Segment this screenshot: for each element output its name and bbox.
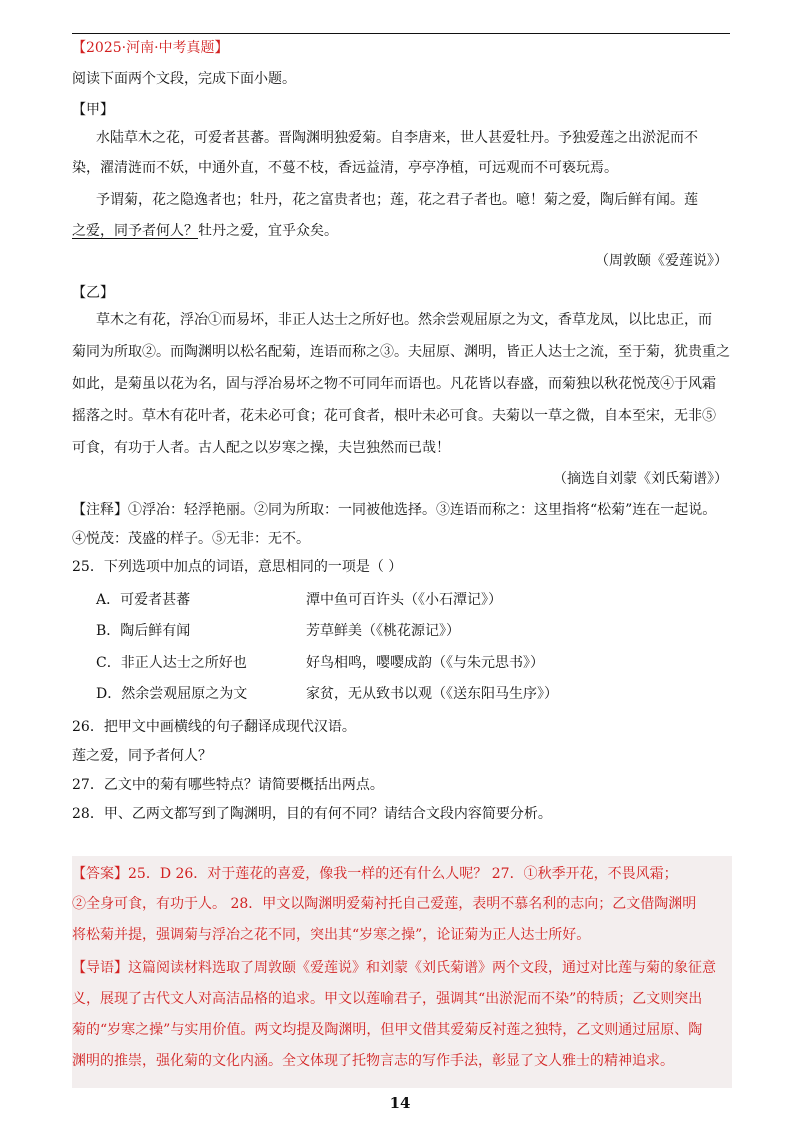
answer-line3: 将松菊并提，强调菊与浮冶之花不同，突出其“岁寒之操”，论证菊为正人达士所好。 [72, 927, 591, 943]
answer-line1 [72, 864, 678, 884]
answer-text-1: 25．D 26．对于莲花的喜爱，像我一样的还有什么人呢？ 27．①秋季开花，不畏风霜； [128, 866, 678, 882]
guide-text-1: 这篇阅读材料选取了周敦颐《爱莲说》和刘蒙《刘氏菊谱》两个文段，通过对比莲与菊的象征意 [128, 960, 716, 976]
q25-option-d-left: D．然余尝观屈原之为文 [96, 686, 248, 702]
jia-p2-line1: 予谓菊，花之隐逸者也；牡丹，花之富贵者也；莲，花之君子者也。噫！菊之爱，陶后鲜有闻。莲 [96, 192, 698, 208]
answer-line2: ②全身可食，有功于人。 28．甲文以陶渊明爱菊衬托自己爱莲，表明不慕名利的志向；乙文借陶渊明 [72, 896, 697, 912]
yi-line1: 草木之有花，浮冶①而易坏，非正人达士之所好也。然余尝观屈原之为文，香草龙凤，以比忠正，而 [96, 312, 712, 328]
q25-option-c-left: C．非正人达士之所好也 [96, 655, 247, 671]
question-source-tag: 【2025·河南·中考真题】 [72, 40, 229, 56]
yi-line4: 摇落之时。草木有花叶者，花未必可食；花可食者，根叶未必可食。夫菊以一草之微，自本至宋，无非⑤ [72, 408, 716, 424]
yi-line3: 如此，是菊虽以花为名，固与浮冶易坏之物不可同年而语也。凡花皆以春盛，而菊独以秋花悦茂④于风霜 [72, 376, 716, 392]
q25-option-c-right: 好鸟相鸣，嘤嘤成韵（《与朱元思书》） [306, 655, 544, 671]
yi-line2: 菊同为所取②。而陶渊明以松名配菊，连语而称之③。夫屈原、渊明，皆正人达士之流，至于菊，犹贵重之 [72, 344, 730, 360]
guide-line3: 菊的“岁寒之操”与实用价值。两文均提及陶渊明，但甲文借其爱菊反衬莲之独特，乙文则通过屈原、陶 [72, 1022, 703, 1038]
instruction: 阅读下面两个文段，完成下面小题。 [72, 71, 296, 87]
jia-label: 【甲】 [72, 102, 114, 118]
notes-line2: ④悦茂：茂盛的样子。⑤无非：无不。 [72, 531, 310, 547]
q25-option-b-left: B．陶后鲜有闻 [96, 623, 191, 639]
q26-sentence: 莲之爱，同予者何人？ [72, 748, 212, 764]
page-number: 14 [389, 1094, 411, 1112]
guide-line4: 渊明的推崇，强化菊的文化内涵。全文体现了托物言志的写作手法，彰显了文人雅士的精神追求。 [72, 1053, 674, 1069]
header-rule [72, 33, 730, 34]
q25-option-a-right: 潭中鱼可百许头（《小石潭记》） [306, 592, 502, 608]
guide-line1 [72, 958, 716, 978]
q25-option-b-right: 芳草鲜美（《桃花源记》） [306, 623, 460, 639]
q25-option-d-right: 家贫，无从致书以观（《送东阳马生序》） [306, 686, 558, 702]
jia-p2-rest: 牡丹之爱，宜乎众矣。 [198, 223, 338, 239]
q28-stem: 28．甲、乙两文都写到了陶渊明，目的有何不同？请结合文段内容简要分析。 [72, 806, 552, 822]
underlined-sentence: 之爱，同予者何人？ [72, 223, 198, 239]
jia-p2-line2 [72, 221, 338, 241]
q27-stem: 27．乙文中的菊有哪些特点？请简要概括出两点。 [72, 777, 384, 793]
q25-option-a-left: A．可爱者甚蕃 [96, 592, 191, 608]
jia-source: （周敦颐《爱莲说》） [595, 253, 728, 269]
guide-line2: 义，展现了古代文人对高洁品格的追求。甲文以莲喻君子，强调其“出淤泥而不染”的特质；乙文则突出 [72, 991, 703, 1007]
q25-stem: 25．下列选项中加点的词语，意思相同的一项是（ ） [72, 559, 403, 575]
guide-label: 【导语】 [72, 960, 128, 976]
notes-line1: 【注释】①浮冶：轻浮艳丽。②同为所取：一同被他选择。③连语而称之：这里指将“松菊”连在一起说。 [72, 502, 717, 518]
q26-stem: 26．把甲文中画横线的句子翻译成现代汉语。 [72, 719, 356, 735]
answer-label: 【答案】 [72, 866, 128, 882]
yi-source: （摘选自刘蒙《刘氏菊谱》） [553, 471, 728, 487]
yi-label: 【乙】 [72, 285, 114, 301]
jia-p1-line1: 水陆草木之花，可爱者甚蕃。晋陶渊明独爱菊。自李唐来，世人甚爱牡丹。予独爱莲之出淤泥而不 [96, 130, 698, 146]
yi-line5: 可食，有功于人者。古人配之以岁寒之操，夫岂独然而已哉！ [72, 440, 450, 456]
jia-p1-line2: 染，濯清涟而不妖，中通外直，不蔓不枝，香远益清，亭亭净植，可远观而不可亵玩焉。 [72, 160, 618, 176]
